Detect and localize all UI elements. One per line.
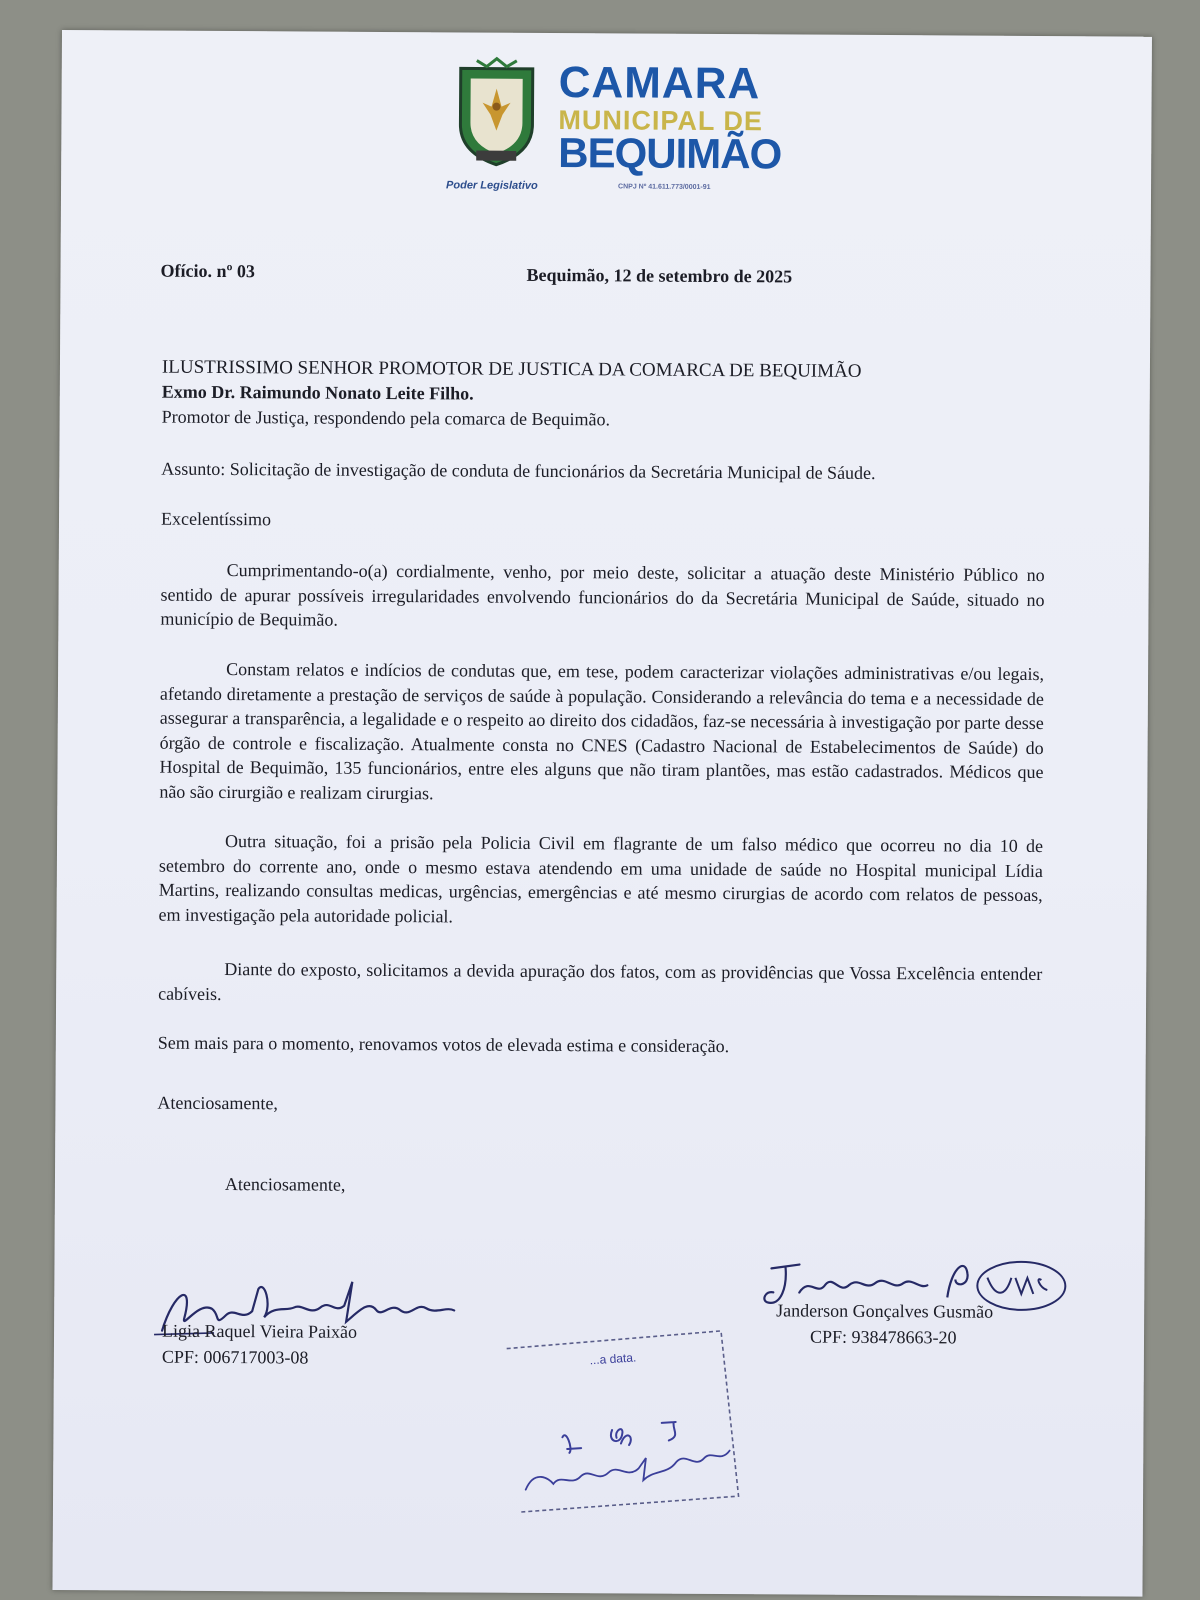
signatory-2-cpf: CPF: 938478663-20 — [809, 1326, 957, 1348]
signatory-1-cpf: CPF: 006717003-08 — [161, 1346, 309, 1368]
coat-of-arms-icon — [446, 54, 547, 167]
receipt-stamp — [496, 1326, 747, 1516]
paragraph-1: Cumprimentando-o(a) cordialmente, venho, por meio deste, solicitar a atuação deste Ministério Público no sentido de apurar possíveis irregularidades envolvendo funcionários do da Secretária Municipal de Saúde, situado no município de Bequimão. — [160, 560, 1045, 630]
brand-logotype — [558, 58, 782, 178]
addressee-role: Promotor de Justiça, respondendo pela comarca de Bequimão. — [161, 406, 611, 430]
stamp-label: ...a data. — [589, 1350, 637, 1368]
addressee-name: Exmo Dr. Raimundo Nonato Leite Filho. — [161, 381, 474, 404]
brand-line-3: BEQUIMÃO — [558, 129, 782, 178]
regards-2: Atenciosamente, — [224, 1174, 346, 1195]
poder-legislativo-label: Poder Legislativo — [446, 179, 538, 192]
regards-1: Atenciosamente, — [157, 1092, 278, 1114]
signatory-2-name: Janderson Gonçalves Gusmão — [776, 1300, 994, 1322]
closing-sentence: Sem mais para o momento, renovamos votos de elevada estima e consideração. — [157, 1032, 730, 1057]
paragraph-3: Outra situação, foi a prisão pela Policia Civil em flagrante de um falso médico que ocorreu no dia 10 de setembro do corrente ano, onde o mesmo estava atendendo em uma unidade de saúde no Hospital municipal Lídia Martins, realizando consultas medicas, urgências, emergências e até mesmo cirurgias de acordo com relatos de pessoas, em investigação pela autoridade policial. — [158, 831, 1044, 926]
document-number: Ofício. nº 03 — [160, 260, 256, 282]
signatory-1-name: Ligia Raquel Vieira Paixão — [161, 1320, 358, 1342]
letterhead — [446, 54, 827, 206]
brand-line-1: CAMARA — [558, 58, 761, 109]
paragraph-2: Constam relatos e indícios de condutas que, em tese, podem caracterizar violações administrativas e/ou legais, afetando diretamente a prestação de serviços de saúde à população. Considerando a relevância do tema e a necessidade de assegurar a transparência, a legalidade e o respeito ao direito dos cidadãos, faz-se necessária à investigação por parte desse órgão de controle e fiscalização. Atualmente consta no CNES (Cadastro Nacional de Estabelecimentos de Saúde) do Hospital de Bequimão, 135 funcionários, entre eles alguns que não tiram plantões, mas estão cadastrados. Médicos que não são cirurgião e realizam cirurgias. — [159, 659, 1045, 803]
brand-line-2: MUNICIPAL DE — [558, 105, 764, 137]
paragraph-4: Diante do exposto, solicitamos a devida apuração dos fatos, com as providências que Vossa Excelência entender cabíveis. — [158, 959, 1043, 1004]
cnpj-label: CNPJ Nº 41.611.773/0001-91 — [618, 183, 711, 191]
letter-page — [52, 30, 1152, 1597]
addressee-title: ILUSTRISSIMO SENHOR PROMOTOR DE JUSTICA DA COMARCA DE BEQUIMÃO — [161, 356, 862, 382]
date-line: Bequimão, 12 de setembro de 2025 — [526, 264, 793, 287]
subject-line: Assunto: Solicitação de investigação de conduta de funcionários da Secretária Municipal de Sáude. — [161, 458, 876, 483]
salutation: Excelentíssimo — [160, 508, 272, 530]
